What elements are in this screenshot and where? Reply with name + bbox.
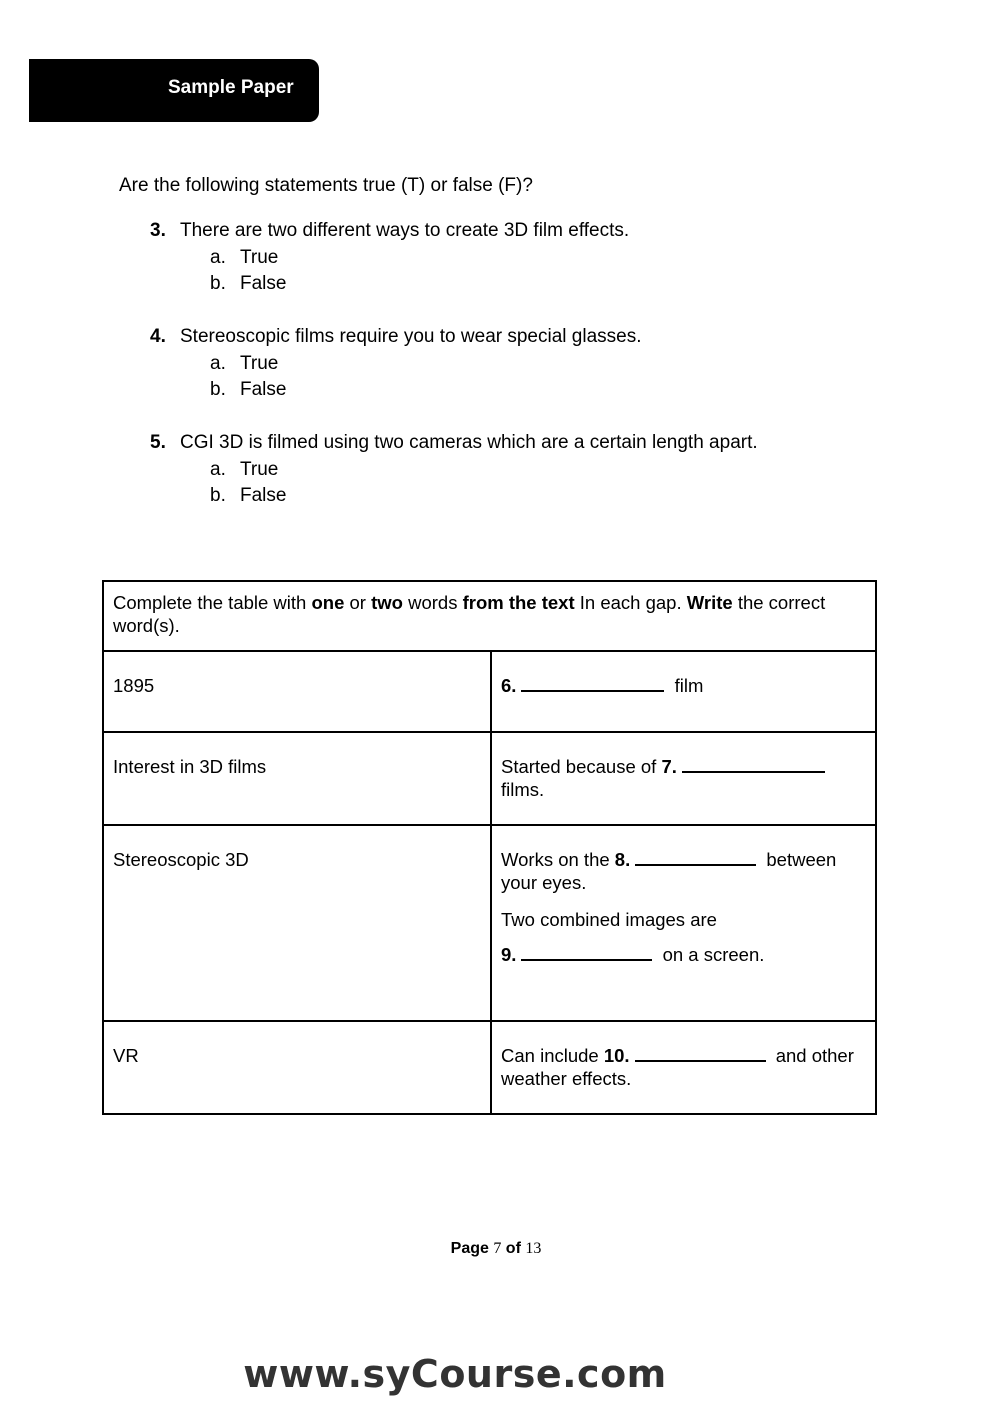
option-letter: b. xyxy=(210,273,226,294)
gap-number: 8. xyxy=(614,849,631,870)
answer-text: between your eyes. xyxy=(501,849,837,893)
question-text: Stereoscopic films require you to wear special glasses. xyxy=(180,326,642,347)
option-true[interactable] xyxy=(150,245,629,272)
table-row xyxy=(103,1021,876,1114)
question-4 xyxy=(150,324,641,404)
instruction-text: Complete the table with xyxy=(113,592,312,613)
option-letter: b. xyxy=(210,485,226,506)
question-text: CGI 3D is filmed using two cameras which are a certain length apart. xyxy=(180,432,758,453)
watermark-logo: www.syCourse.com xyxy=(243,1352,667,1396)
option-label: False xyxy=(240,379,287,400)
page-current: 7 xyxy=(493,1240,502,1257)
answer-blank-7[interactable] xyxy=(682,756,825,773)
question-number: 5. xyxy=(150,432,166,453)
answer-text: Works on the xyxy=(501,849,615,870)
row-answer xyxy=(491,651,876,732)
option-label: False xyxy=(240,273,287,294)
option-true[interactable] xyxy=(150,351,641,378)
page-number xyxy=(0,1240,992,1258)
gap-number: 6. xyxy=(501,675,517,696)
question-3 xyxy=(150,218,629,298)
table-instruction xyxy=(103,581,876,651)
option-letter: a. xyxy=(210,246,226,268)
row-answer xyxy=(491,732,876,825)
gap-fill-table xyxy=(102,580,877,1115)
row-answer xyxy=(491,825,876,1021)
row-label: Stereoscopic 3D xyxy=(103,825,491,1021)
instruction-bold: Write xyxy=(686,592,733,613)
gap-number: 9. xyxy=(501,944,517,965)
answer-blank-6[interactable] xyxy=(521,675,664,692)
answer-text: on a screen. xyxy=(657,944,765,965)
row-label: 1895 xyxy=(103,651,491,732)
sample-paper-header xyxy=(29,59,319,122)
option-letter: a. xyxy=(210,458,226,480)
table-row xyxy=(103,651,876,732)
instruction-text: or xyxy=(344,592,372,613)
instruction-bold: two xyxy=(371,592,403,613)
instruction-text: words xyxy=(402,592,463,613)
question-text: There are two different ways to create 3D film effects. xyxy=(180,220,630,241)
option-label: False xyxy=(240,485,287,506)
table-row xyxy=(103,825,876,1021)
page-of-label: of xyxy=(505,1240,521,1257)
answer-text: film xyxy=(669,675,704,696)
answer-blank-8[interactable] xyxy=(635,849,756,866)
instruction-bold: one xyxy=(311,592,345,613)
instruction-bold: from the text xyxy=(462,592,575,613)
option-label: True xyxy=(240,352,279,374)
option-label: True xyxy=(240,246,279,268)
page-total: 13 xyxy=(525,1240,542,1257)
instruction-text: In each gap. xyxy=(574,592,687,613)
option-letter: b. xyxy=(210,379,226,400)
table-row xyxy=(103,732,876,825)
answer-text: Started because of xyxy=(501,756,662,777)
option-false[interactable] xyxy=(150,483,758,510)
option-label: True xyxy=(240,458,279,480)
option-false[interactable] xyxy=(150,271,629,298)
option-true[interactable] xyxy=(150,457,758,484)
answer-blank-9[interactable] xyxy=(521,944,652,961)
instruction-text: the correct word(s). xyxy=(113,592,826,636)
row-label: Interest in 3D films xyxy=(103,732,491,825)
row-label: VR xyxy=(103,1021,491,1114)
question-number: 4. xyxy=(150,326,166,347)
answer-text: Can include xyxy=(501,1045,604,1066)
question-5 xyxy=(150,430,758,510)
answer-text: films. xyxy=(501,779,545,800)
section-instruction: Are the following statements true (T) or false (F)? xyxy=(119,175,533,196)
answer-text: and other weather effects. xyxy=(501,1045,854,1089)
page-label: Page xyxy=(450,1240,489,1257)
answer-text: Two combined images are xyxy=(501,909,717,930)
answer-blank-10[interactable] xyxy=(635,1045,766,1062)
gap-number: 7. xyxy=(661,756,677,777)
option-letter: a. xyxy=(210,352,226,374)
question-number: 3. xyxy=(150,220,166,241)
table-instruction-row xyxy=(103,581,876,651)
header-title: Sample Paper xyxy=(168,77,294,98)
option-false[interactable] xyxy=(150,377,641,404)
gap-number: 10. xyxy=(603,1045,630,1066)
row-answer xyxy=(491,1021,876,1114)
